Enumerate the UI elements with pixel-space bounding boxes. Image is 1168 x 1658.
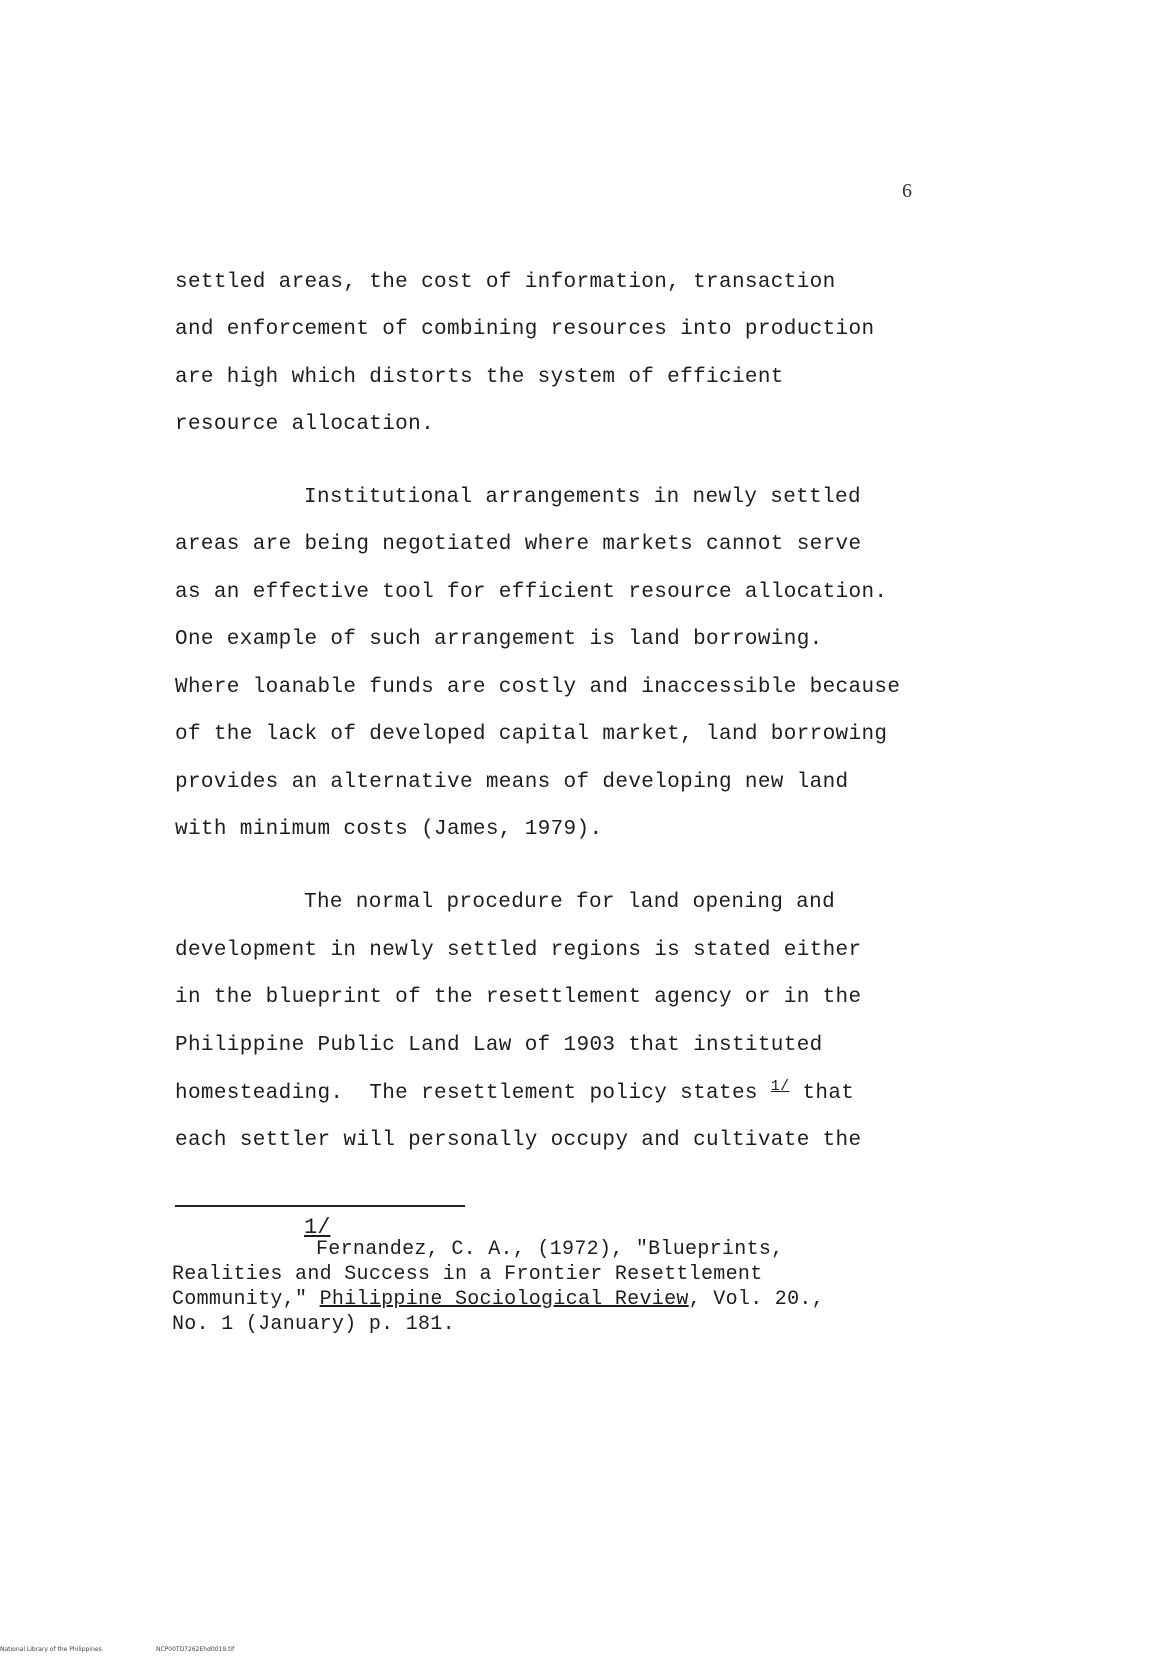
footnote-reference[interactable]: 1/ bbox=[770, 1078, 790, 1095]
footnote-line: Fernandez, C. A., (1972), "Blueprints, bbox=[316, 1238, 784, 1261]
body-text: homesteading. The resettlement policy states bbox=[175, 1082, 771, 1105]
body-line: are high which distorts the system of efficient bbox=[175, 366, 784, 389]
body-line: settled areas, the cost of information, transaction bbox=[175, 271, 836, 294]
body-line bbox=[175, 1078, 855, 1105]
body-line: provides an alternative means of developing new land bbox=[175, 771, 849, 794]
body-line: Philippine Public Land Law of 1903 that instituted bbox=[175, 1034, 823, 1057]
page-number: 6 bbox=[902, 180, 912, 202]
body-line: as an effective tool for efficient resource allocation. bbox=[175, 581, 888, 604]
body-line: Institutional arrangements in newly settled bbox=[304, 486, 861, 509]
footnote-line bbox=[172, 1290, 824, 1310]
body-line: development in newly settled regions is stated either bbox=[175, 939, 862, 962]
footnote-line: No. 1 (January) p. 181. bbox=[172, 1313, 455, 1336]
body-line: and enforcement of combining resources into production bbox=[175, 318, 875, 341]
footnote-line: Realities and Success in a Frontier Resettlement bbox=[172, 1263, 763, 1286]
body-line: Where loanable funds are costly and inaccessible because bbox=[175, 676, 901, 699]
body-line: of the lack of developed capital market, land borrowing bbox=[175, 723, 888, 746]
body-line: The normal procedure for land opening and bbox=[304, 891, 836, 914]
footnote-rule bbox=[175, 1205, 465, 1207]
body-line: resource allocation. bbox=[175, 413, 435, 436]
file-id: NCP00TD7262Ehd0019.tif bbox=[156, 1646, 235, 1653]
library-credit: National Library of the Philippines bbox=[0, 1646, 102, 1653]
body-line: in the blueprint of the resettlement agency or in the bbox=[175, 986, 862, 1009]
body-line: areas are being negotiated where markets cannot serve bbox=[175, 533, 862, 556]
body-line: with minimum costs (James, 1979). bbox=[175, 818, 603, 841]
footnote-text: , Vol. 20., bbox=[688, 1288, 825, 1311]
body-line: One example of such arrangement is land borrowing. bbox=[175, 628, 823, 651]
body-text: that bbox=[789, 1082, 855, 1105]
footnote-text: Community," bbox=[172, 1288, 320, 1311]
body-line: each settler will personally occupy and cultivate the bbox=[175, 1129, 862, 1152]
footnote-marker: 1/ bbox=[304, 1215, 331, 1240]
journal-title: Philippine Sociological Review bbox=[319, 1288, 689, 1311]
